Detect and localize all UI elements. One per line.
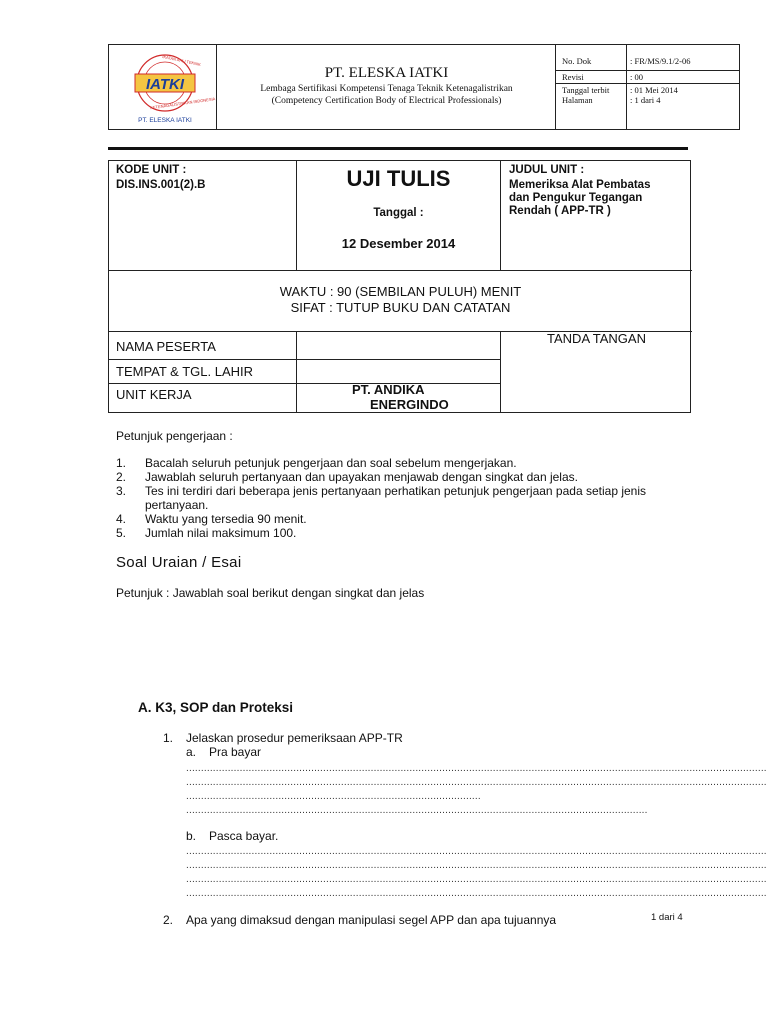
logo-cell	[109, 45, 217, 129]
company-name: PT. ELESKA IATKI	[324, 65, 449, 81]
sifat-text: SIFAT : TUTUP BUKU DAN CATATAN	[290, 300, 511, 315]
essay-instruction: Petunjuk : Jawablah soal berikut dengan singkat dan jelas	[116, 586, 425, 600]
company-title-cell	[217, 45, 556, 129]
answer-line-1b-3[interactable]: ...................................................................................................................................................................................................	[186, 874, 767, 885]
judul-unit-value-line2: dan Pengukur Tegangan	[509, 192, 643, 204]
tanda-tangan-label: TANDA TANGAN	[547, 331, 646, 346]
company-subtitle-2: (Competency Certification Body of Electrical Professionals)	[271, 96, 502, 106]
tanggal-value: 12 Desember 2014	[341, 236, 456, 251]
answer-line-1a-1[interactable]: ...................................................................................................................................................................................................	[186, 763, 767, 774]
unit-kerja-value-line2: ENERGINDO	[370, 397, 449, 412]
kode-unit-value: DIS.INS.001(2).B	[116, 179, 206, 191]
logo-ring-text-top: IKATAN AHLI TEKNIK	[161, 53, 202, 67]
tanggal-label: Tanggal :	[373, 207, 424, 219]
instructions-heading: Petunjuk pengerjaan :	[116, 429, 233, 443]
logo-ring-text-bottom: KETENAGALISTRIKAN INDONESIA	[149, 96, 216, 111]
unit-kerja-label: UNIT KERJA	[116, 387, 192, 402]
doc-info-cell: No. Dok : FR/MS/9.1/2-06 Revisi : 00 Tanggal terbit : 01 Mei 2014 Halaman : 1 dari 4	[556, 45, 739, 129]
section-a-heading: A. K3, SOP dan Proteksi	[138, 700, 294, 715]
unit-kerja-value-line1: PT. ANDIKA	[352, 382, 425, 397]
logo-text: IATKI	[145, 76, 185, 93]
answer-line-1a-3[interactable]: ...................................................................................................	[186, 791, 481, 802]
page-number: 1 dari 4	[651, 912, 683, 923]
header-divider	[108, 147, 688, 150]
answer-line-1a-2[interactable]: ...................................................................................................................................................................................................	[186, 777, 767, 788]
answer-line-1a-4[interactable]: ...........................................................................................................................................................	[186, 805, 648, 816]
nama-peserta-label: NAMA PESERTA	[116, 339, 216, 354]
tempat-lahir-label: TEMPAT & TGL. LAHIR	[116, 364, 254, 379]
answer-line-1b-1[interactable]: ...................................................................................................................................................................................................	[186, 846, 767, 857]
judul-unit-value-line3: Rendah ( APP-TR )	[509, 205, 611, 217]
kode-unit-label: KODE UNIT :	[116, 164, 187, 176]
judul-unit-value-line1: Memeriksa Alat Pembatas	[509, 179, 651, 191]
essay-heading: Soal Uraian / Esai	[116, 554, 242, 571]
logo-caption: PT. ELESKA IATKI	[138, 117, 192, 124]
company-subtitle-1: Lembaga Sertifikasi Kompetensi Tenaga Teknik Ketenagalistrikan	[260, 84, 513, 94]
waktu-text: WAKTU : 90 (SEMBILAN PULUH) MENIT	[279, 284, 522, 299]
document-header	[108, 44, 740, 130]
answer-line-1b-4[interactable]: ...................................................................................................................................................................................................	[186, 888, 767, 899]
iatki-logo	[109, 45, 217, 129]
exam-info-table	[108, 160, 691, 413]
exam-title: UJI TULIS	[346, 166, 451, 191]
judul-unit-label: JUDUL UNIT :	[509, 164, 585, 176]
answer-line-1b-2[interactable]: ...................................................................................................................................................................................................	[186, 860, 767, 871]
